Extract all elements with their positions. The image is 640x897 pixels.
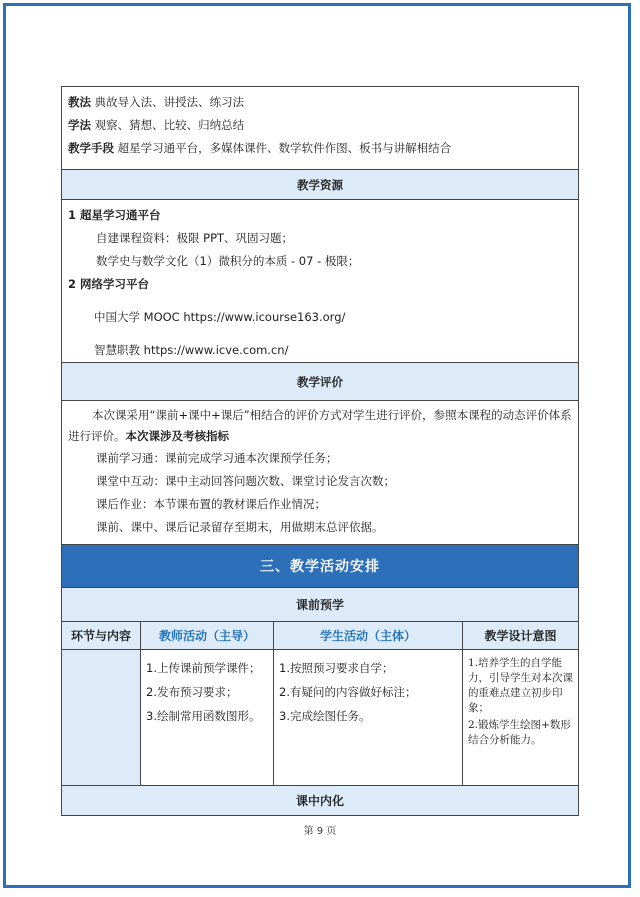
platform2-item-mooc: 中国大学 MOOC https://www.icourse163.org/ <box>94 310 346 324</box>
student-activity-item: 1.按照预习要求自学； <box>279 661 394 675</box>
column-header-teacher: 教师活动（主导） <box>141 622 274 650</box>
evaluation-header: 教学评价 <box>62 363 579 401</box>
evaluation-intro-text: 本次课采用“课前+课中+课后”相结合的评价方式对学生进行评价，参照本课程的动态评价体系进行评价。 <box>68 408 572 443</box>
column-header-intent: 教学设计意图 <box>463 622 579 650</box>
evaluation-intro <box>68 405 572 447</box>
pre-class-title: 课前预学 <box>62 588 579 622</box>
evaluation-item: 课后作业：本节课布置的教材课后作业情况； <box>96 497 326 511</box>
learning-method-text: 观察、猜想、比较、归纳总结 <box>94 118 245 132</box>
student-activity-item: 2.有疑问的内容做好标注； <box>279 685 417 699</box>
teacher-activity-item: 1.上传课前预学课件； <box>146 661 261 675</box>
design-intent-cell <box>463 650 579 786</box>
teacher-activity-item: 3.绘制常用函数图形。 <box>146 709 261 723</box>
in-class-title: 课中内化 <box>62 786 579 816</box>
design-intent-item: 2.锻炼学生绘图+数形结合分析能力。 <box>468 719 571 746</box>
resources-header: 教学资源 <box>62 170 579 200</box>
platform1-item: 数学史与数学文化（1）微积分的本质 - 07 - 极限； <box>96 254 360 268</box>
design-intent-item: 1.培养学生的自学能力，引导学生对本次课的重难点建立初步印象； <box>468 657 573 714</box>
student-activities-cell <box>274 650 463 786</box>
teaching-method-label: 教法 <box>68 95 91 109</box>
platform1-title: 1 超星学习通平台 <box>68 208 161 222</box>
teaching-means-line <box>68 137 572 160</box>
teacher-activities-cell <box>141 650 274 786</box>
page-number: 第 9 页 <box>303 826 337 837</box>
learning-method-label: 学法 <box>68 118 91 132</box>
platform1-item: 自建课程资料：极限 PPT、巩固习题； <box>96 231 294 245</box>
teacher-activity-item: 2.发布预习要求； <box>146 685 238 699</box>
methods-cell <box>62 87 579 170</box>
stage-cell <box>62 650 141 786</box>
evaluation-intro-bold: 本次课涉及考核指标 <box>125 429 229 443</box>
lesson-plan-document <box>61 86 578 816</box>
platform2-item-icve: 智慧职教 https://www.icve.com.cn/ <box>94 343 289 357</box>
teaching-means-label: 教学手段 <box>68 141 114 155</box>
teaching-method-text: 典故导入法、讲授法、练习法 <box>94 95 245 109</box>
evaluation-item: 课前、课中、课后记录留存至期末，用做期末总评依据。 <box>96 520 384 534</box>
teaching-method-line <box>68 91 572 114</box>
platform2-title: 2 网络学习平台 <box>68 277 150 291</box>
column-header-student: 学生活动（主体） <box>274 622 463 650</box>
evaluation-item: 课堂中互动：课中主动回答问题次数、课堂讨论发言次数； <box>96 474 395 488</box>
column-header-stage: 环节与内容 <box>62 622 141 650</box>
evaluation-cell <box>62 401 579 545</box>
teaching-means-text: 超星学习通平台，多媒体课件、数学软件作图、板书与讲解相结合 <box>117 141 452 155</box>
resources-cell <box>62 200 579 363</box>
lesson-plan-table <box>61 86 579 816</box>
learning-method-line <box>68 114 572 137</box>
activities-section-title: 三、教学活动安排 <box>62 545 579 588</box>
evaluation-item: 课前学习通：课前完成学习通本次课预学任务； <box>96 451 338 465</box>
student-activity-item: 3.完成绘图任务。 <box>279 709 371 723</box>
